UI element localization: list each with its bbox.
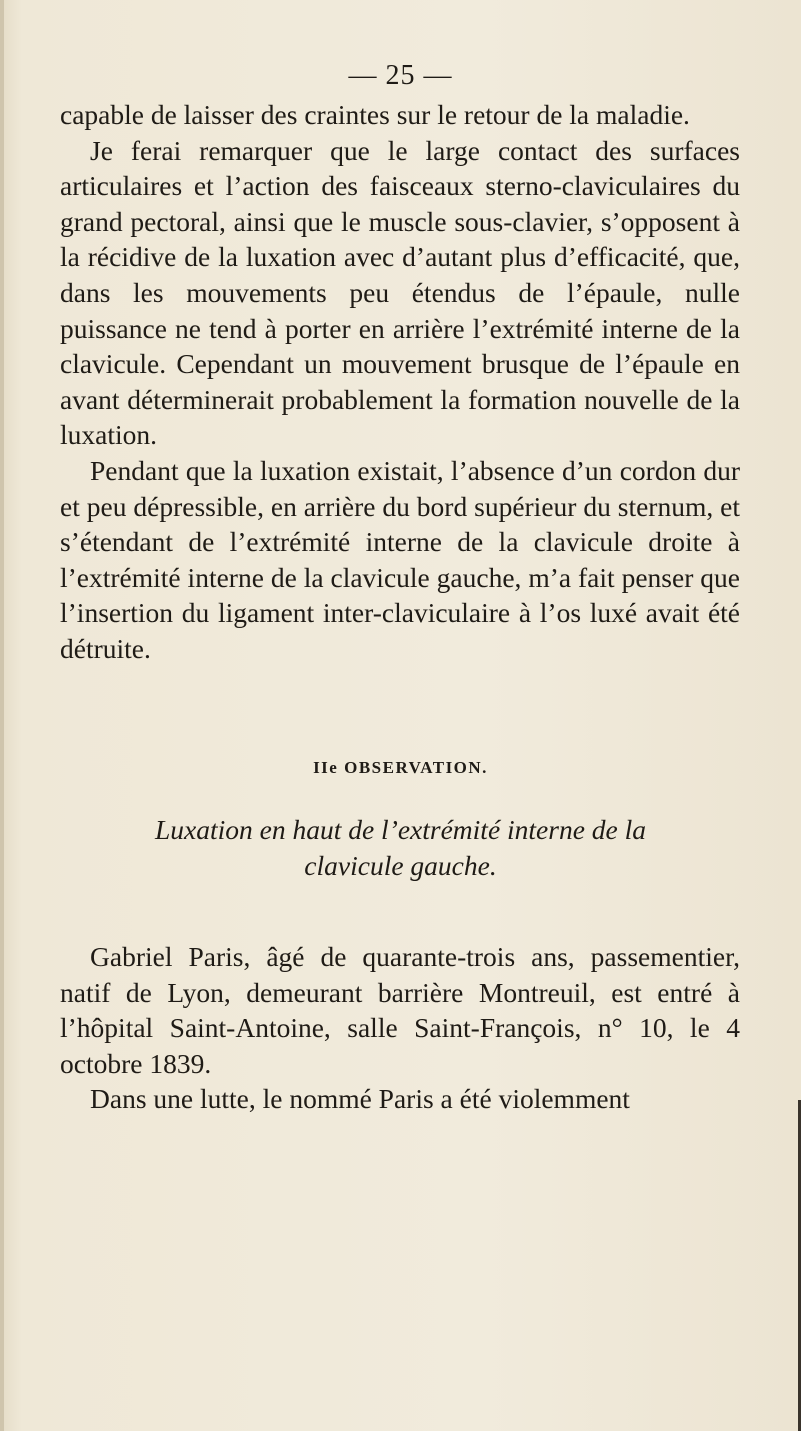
text-block-top — [60, 97, 740, 667]
section-title-line-1: Luxation en haut de l’extrémité interne de la — [154, 814, 647, 845]
section-title-line-2: clavicule gauche. — [304, 850, 497, 881]
paragraph-lutte: Dans une lutte, le nommé Paris a été violemment — [90, 1083, 630, 1114]
paragraph-gabriel-paris: Gabriel Paris, âgé de quarante-trois ans, passementier, natif de Lyon, demeurant barrière Montreuil, est entré à l’hôpital Saint-Antoine, salle Saint-François, n° 10, le 4 octobre 1839. — [60, 941, 740, 1079]
page-number: — 25 — — [348, 60, 453, 91]
paragraph-remarque: Je ferai remarquer que le large contact des surfaces articulaires et l’action des faisceaux sterno-claviculaires du grand pectoral, ainsi que le muscle sous-clavier, s’opposent à la récidive de la luxation avec d’autant plus d’efficacité, que, dans les mouvements peu étendus de l’épaule, nulle puissance ne tend à porter en arrière l’extrémité interne de la clavicule. Cependant un mouvement brusque de l’épaule en avant déterminerait probablement la formation nouvelle de la luxation. — [60, 134, 740, 451]
section-title — [0, 812, 801, 884]
observation-heading: IIe OBSERVATION. — [313, 758, 488, 777]
text-block-bottom — [60, 939, 740, 1117]
paragraph-pendant: Pendant que la luxation existait, l’absence d’un cordon dur et peu dépressible, en arrière du bord supérieur du sternum, et s’étendant de l’extrémité interne de la clavicule droite à l’extrémité interne de la clavicule gauche, m’a fait penser que l’insertion du ligament inter-claviculaire à l’os luxé avait été détruite. — [60, 454, 740, 664]
page-left-edge — [0, 0, 4, 1431]
paragraph-continuation: capable de laisser des craintes sur le retour de la maladie. — [60, 99, 690, 130]
